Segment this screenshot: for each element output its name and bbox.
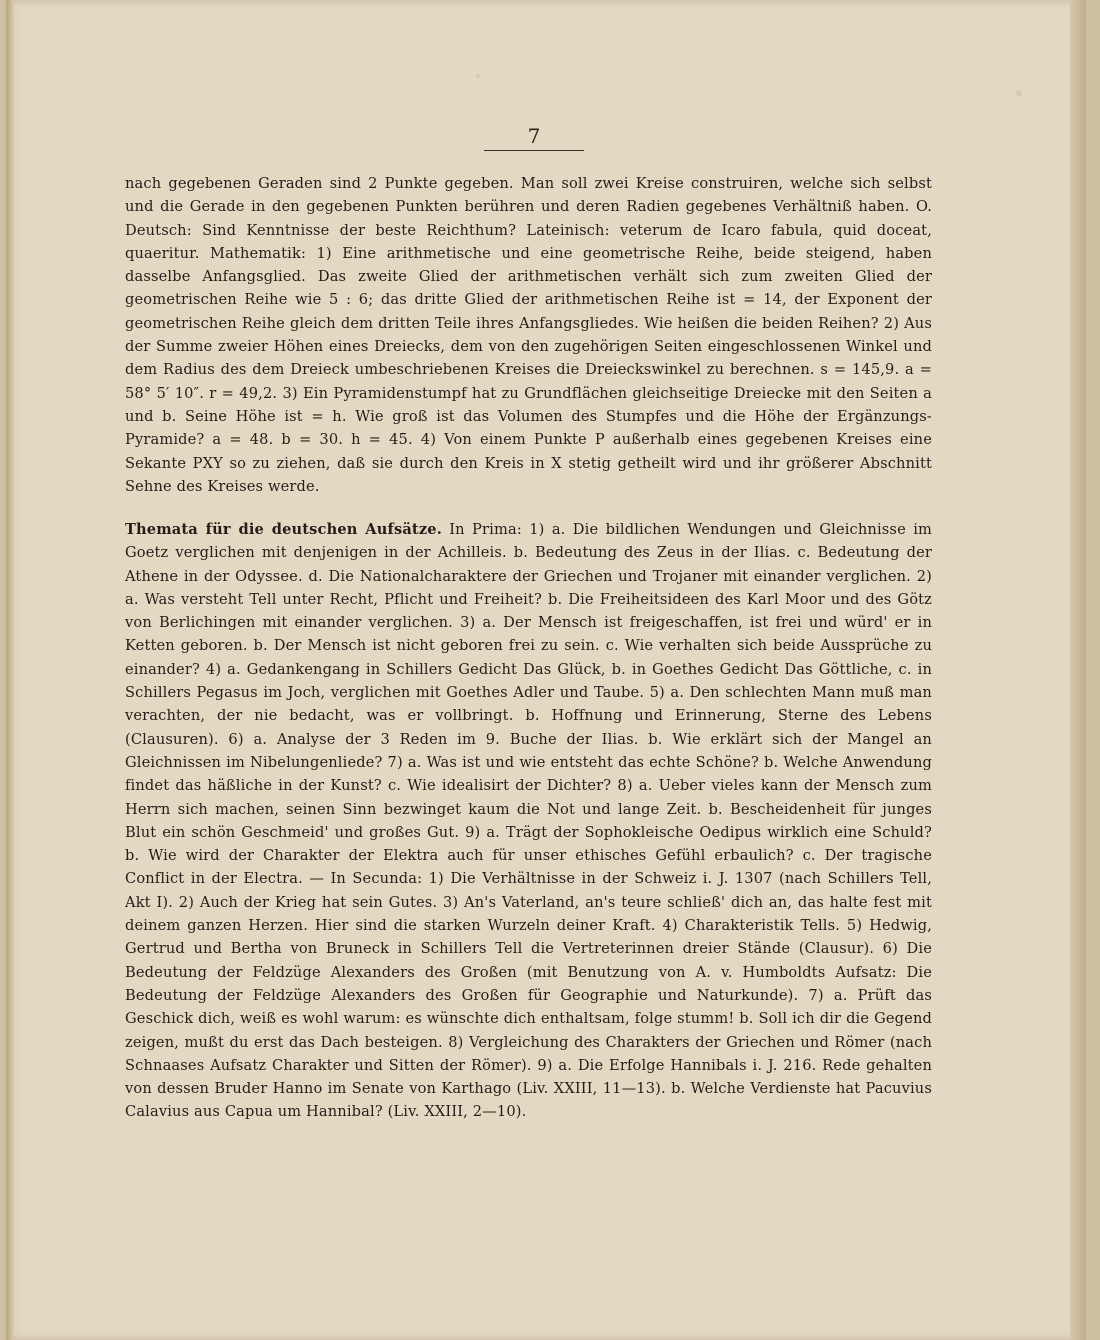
paper-spot — [1016, 90, 1022, 96]
paper-spot — [476, 74, 480, 78]
paragraph-essay-topics — [125, 518, 932, 1124]
page-binding-edge — [6, 0, 14, 1340]
section-heading: Themata für die deutschen Aufsätze. — [125, 521, 442, 538]
paragraph-text: nach gegebenen Geraden sind 2 Punkte gegeben. Man soll zwei Kreise construiren, welche sich selbst und die Gerade in den gegebenen Punkten berühren und deren Radien gegebenes Verhältniß haben. O. Deutsch: Sind Kenntnisse der beste Reichthum? Lateinisch: veterum de Icaro fabula, quid doceat, quaeritur. Mathematik: 1) Eine arithmetische und eine geometrische Reihe, beide steigend, haben dasselbe Anfangsglied. Das zweite Glied der arithmetischen verhält sich zum zweiten Glied der geometrischen Reihe wie 5 : 6; das dritte Glied der arithmetischen Reihe ist = 14, der Exponent der geometrischen Reihe gleich dem dritten Teile ihres Anfangsgliedes. Wie heißen die beiden Reihen? 2) Aus der Summe zweier Höhen eines Dreiecks, dem von den zugehörigen Seiten eingeschlossenen Winkel und dem Radius des dem Dreieck umbeschriebenen Kreises die Dreieckswinkel zu berechnen. s = 145,9. a = 58° 5′ 10″. r = 49,2. 3) Ein Pyramidenstumpf hat zu Grundflächen gleichseitige Dreiecke mit den Seiten a und b. Seine Höhe ist = h. Wie groß ist das Volumen des Stumpfes und die Höhe der Ergänzungs-Pyramide? a = 48. b = 30. h = 45. 4) Von einem Punkte P außerhalb eines gegebenen Kreises eine Sekante PXY so zu ziehen, daß sie durch den Kreis in X stetig getheilt wird und ihr größerer Abschnitt Sehne des Kreises werde. — [125, 175, 932, 495]
page-right-edge — [1070, 0, 1086, 1340]
page-number: 7 — [527, 124, 541, 148]
page-number-rule — [484, 150, 584, 151]
paragraph-text: In Prima: 1) a. Die bildlichen Wendungen und Gleichnisse im Goetz verglichen mit denjenigen in der Achilleis. b. Bedeutung des Zeus in der Ilias. c. Bedeutung der Athene in der Odyssee. d. Die Nationalcharaktere der Griechen und Trojaner mit einander verglichen. 2) a. Was versteht Tell unter Recht, Pflicht und Freiheit? b. Die Freiheitsideen des Karl Moor und des Götz von Berlichingen mit einander verglichen. 3) a. Der Mensch ist freigeschaffen, ist frei und würd' er in Ketten geboren. b. Der Mensch ist nicht geboren frei zu sein. c. Wie verhalten sich beide Aussprüche zu einander? 4) a. Gedankengang in Schillers Gedicht Das Glück, b. in Goethes Gedicht Das Göttliche, c. in Schillers Pegasus im Joch, verglichen mit Goethes Adler und Taube. 5) a. Den schlechten Mann muß man verachten, der nie bedacht, was er vollbringt. b. Hoffnung und Erinnerung, Sterne des Lebens (Clausuren). 6) a. Analyse der 3 Reden im 9. Buche der Ilias. b. Wie erklärt sich der Mangel an Gleichnissen im Nibelungenliede? 7) a. Was ist und wie entsteht das echte Schöne? b. Welche Anwendung findet das häßliche in der Kunst? c. Wie idealisirt der Dichter? 8) a. Ueber vieles kann der Mensch zum Herrn sich machen, seinen Sinn bezwinget kaum die Not und lange Zeit. b. Bescheidenheit für junges Blut ein schön Geschmeid' und großes Gut. 9) a. Trägt der Sophokleische Oedipus wirklich eine Schuld? b. Wie wird der Charakter der Elektra auch für unser ethisches Gefühl erbaulich? c. Der tragische Conflict in der Electra. — In Secunda: 1) Die Verhältnisse in der Schweiz i. J. 1307 (nach Schillers Tell, Akt I). 2) Auch der Krieg hat sein Gutes. 3) An's Vaterland, an's teure schließ' dich an, das halte fest mit deinem ganzen Herzen. Hier sind die starken Wurzeln deiner Kraft. 4) Charakteristik Tells. 5) Hedwig, Gertrud und Bertha von Bruneck in Schillers Tell die Vertreterinnen dreier Stände (Clausur). 6) Die Bedeutung der Feldzüge Alexanders des Großen (mit Benutzung von A. v. Humboldts Aufsatz: Die Bedeutung der Feldzüge Alexanders des Großen für Geographie und Naturkunde). 7) a. Prüft das Geschick dich, weiß es wohl warum: es wünschte dich enthaltsam, folge stumm! b. Soll ich dir die Gegend zeigen, mußt du erst das Dach besteigen. 8) Vergleichung des Charakters der Griechen und Römer (nach Schnaases Aufsatz Charakter und Sitten der Römer). 9) a. Die Erfolge Hannibals i. J. 216. Rede gehalten von dessen Bruder Hanno im Senate von Karthago (Liv. XXIII, 11—13). b. Welche Verdienste hat Pacuvius Calavius aus Capua um Hannibal? (Liv. XXIII, 2—10). — [125, 521, 932, 1121]
page-sheet — [6, 0, 1086, 1340]
paragraph-mathematics-exercises — [125, 172, 932, 498]
